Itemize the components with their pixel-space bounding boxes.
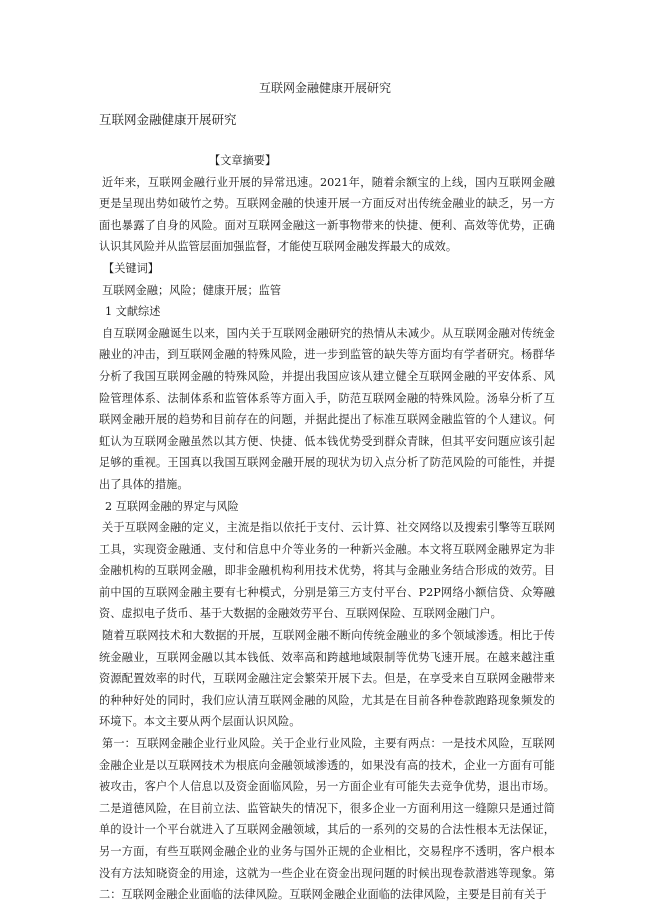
document-body [99, 150, 555, 906]
section-1-heading: 1 文献综述 [105, 305, 161, 319]
keywords-text: 互联网金融；风险；健康开展；监管 [102, 283, 282, 297]
abstract-paragraph: 近年来，互联网金融行业开展的异常迅速。2021年，随着余额宝的上线，国内互联网金融更是呈现出势如破竹之势。互联网金融的快速开展一方面反对出传统金融业的缺乏，另一方面也暴露了自身的风险。面对互联网金融这一新事物带来的快捷、便利、高效等优势，正确认识其风险并从监管层面加强监督，才能使互联网金融发挥最大的成效。 [99, 175, 555, 254]
document-title: 互联网金融健康开展研究 [258, 81, 391, 95]
document-subtitle: 互联网金融健康开展研究 [99, 112, 237, 127]
section-2-paragraph-2: 随着互联网技术和大数据的开展，互联网金融不断向传统金融业的多个领域渗透。相比于传统金融业，互联网金融以其本钱低、效率高和跨越地域限制等优势飞速开展。在越来越注重资源配置效率的时代，互联网金融注定会繁荣开展下去。但是，在享受来自互联网金融带来的种种好处的同时，我们应认清互联网金融的风险，尤其是在目前各种卷款跑路现象频发的环境下。本文主要从两个层面认识风险。 [99, 629, 555, 729]
section-2-heading: 2 互联网金融的界定与风险 [105, 499, 239, 513]
section-2-paragraph-3: 第一：互联网金融企业行业风险。关于企业行业风险，主要有两点：一是技术风险，互联网金融企业是以互联网技术为根底向金融领域渗透的，如果没有高的技术，企业一方面有可能被攻击，客户个人信息以及资金面临风险，另一方面企业有可能失去竞争优势，退出市场。二是道德风险，在目前立法、监管缺失的情况下，很多企业一方面利用这一缝隙只是通过简单的设计一个平台就进入了互联网金融领域，其后的一系列的交易的合法性根本无法保证，另一方面，有些互联网金融企业的业务与国外正规的企业相比，交易程序不透明，客户根本没有方法知晓资金的用途，这就为一些企业在资金出现问题的时候出现卷款潜逃等现象。第二：互联网金融企业面临的法律风险。互联网金融企业面临的法律风险，主要是目前有关于 [99, 737, 555, 902]
keywords-heading: 【关键词】 [103, 261, 159, 275]
section-1-paragraph: 自互联网金融诞生以来，国内关于互联网金融研究的热情从未减少。从互联网金融对传统金融业的冲击，到互联网金融的特殊风险，进一步到监管的缺失等方面均有学者研究。杨群华分析了我国互联网金融的特殊风险，并提出我国应该从建立健全互联网金融的平安体系、风险管理体系、法制体系和监管体系等方面入手，防范互联网金融的特殊风险。汤皋分析了互联网金融开展的趋势和目前存在的问题，并据此提出了标准互联网金融监管的个人建议。何虹认为互联网金融虽然以其方便、快捷、低本钱优势受到群众青睐，但其平安问题应该引起足够的重视。王国真以我国互联网金融开展的现状为切入点分析了防范风险的可能性，并提出了具体的措施。 [99, 326, 555, 491]
abstract-heading: 【文章摘要】 [209, 154, 277, 167]
section-2-paragraph-1: 关于互联网金融的定义，主流是指以依托于支付、云计算、社交网络以及搜索引擎等互联网工具，实现资金融通、支付和信息中介等业务的一种新兴金融。本文将互联网金融界定为非金融机构的互联网金融，即非金融机构利用技术优势，将其与金融业务结合形成的效劳。目前中国的互联网金融主要有七种模式，分别是第三方支付平台、P2P网络小额信贷、众筹融资、虚拟电子货币、基于大数据的金融效劳平台、互联网保险、互联网金融门户。 [99, 521, 555, 621]
